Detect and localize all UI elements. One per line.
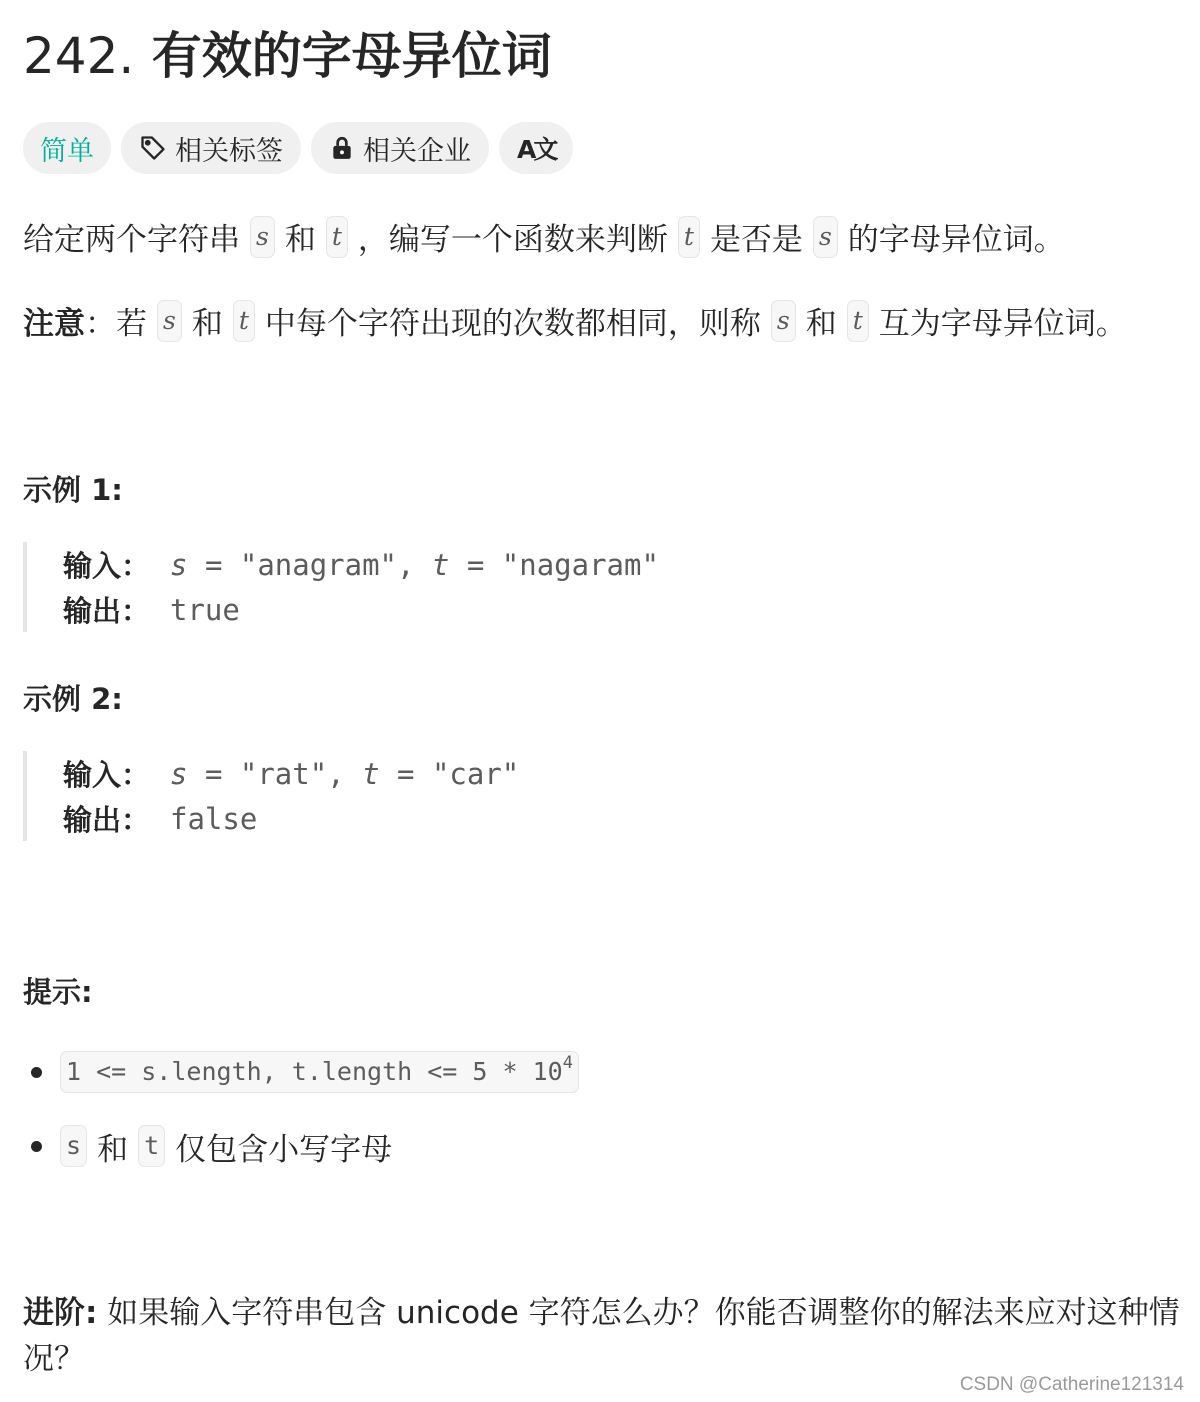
output-label: 输出： bbox=[63, 594, 151, 628]
list-item bbox=[23, 1050, 579, 1094]
description-paragraph bbox=[23, 214, 1065, 259]
translate-icon: A文 bbox=[517, 135, 556, 164]
var-t: t bbox=[362, 756, 380, 791]
description-text: 和 bbox=[284, 222, 316, 258]
watermark: CSDN @Catherine121314 bbox=[959, 1374, 1184, 1395]
input-label: 输入： bbox=[63, 758, 151, 792]
note-text: 互为字母异位词。 bbox=[878, 306, 1127, 342]
inline-code-t: t bbox=[233, 300, 255, 342]
inline-code-t: t bbox=[678, 216, 700, 258]
description-text: ，编写一个函数来判断 bbox=[357, 222, 668, 258]
inline-code-t: t bbox=[847, 300, 869, 342]
var-t: t bbox=[431, 547, 450, 582]
list-item bbox=[23, 1124, 579, 1168]
inline-code-s: s bbox=[813, 216, 838, 258]
page-title bbox=[23, 16, 552, 88]
output-value: true bbox=[170, 592, 240, 627]
inline-code-s: s bbox=[60, 1125, 87, 1167]
related-companies-label: 相关企业 bbox=[363, 135, 471, 167]
example-2-heading: 示例 2: bbox=[23, 682, 123, 716]
value-t: = "car" bbox=[379, 756, 520, 791]
note-label: 注意 bbox=[23, 306, 85, 342]
constraint-text bbox=[60, 1124, 392, 1169]
tag-icon bbox=[139, 134, 167, 162]
description-text: 是否是 bbox=[709, 222, 803, 258]
example-1-block bbox=[23, 542, 659, 632]
description-text: 给定两个字符串 bbox=[23, 222, 240, 258]
example-output bbox=[63, 587, 659, 632]
note-text: 中每个字符出现的次数都相同，则称 bbox=[264, 306, 761, 342]
var-s: s bbox=[170, 756, 188, 791]
lock-icon bbox=[329, 134, 355, 162]
related-companies-button[interactable] bbox=[311, 122, 489, 174]
problem-title: 有效的字母异位词 bbox=[151, 27, 552, 85]
note-paragraph bbox=[23, 298, 1127, 343]
value-s: = "rat", bbox=[187, 756, 363, 791]
follow-up-paragraph bbox=[23, 1290, 1183, 1382]
input-label: 输入： bbox=[63, 549, 151, 583]
description-text: 的字母异位词。 bbox=[847, 222, 1065, 258]
hint-text: 和 bbox=[97, 1131, 129, 1168]
difficulty-badge[interactable]: 简单 bbox=[23, 122, 111, 174]
related-tags-label: 相关标签 bbox=[175, 135, 283, 167]
note-text: 和 bbox=[191, 306, 223, 342]
problem-number: 242. bbox=[23, 27, 135, 85]
value-s: = "anagram", bbox=[187, 547, 432, 582]
value-t: = "nagaram" bbox=[449, 547, 659, 582]
inline-code-s: s bbox=[250, 216, 275, 258]
example-input bbox=[63, 542, 659, 587]
note-text: ：若 bbox=[85, 306, 147, 342]
inline-code-s: s bbox=[771, 300, 796, 342]
inline-code-t: t bbox=[326, 216, 348, 258]
inline-code-t: t bbox=[138, 1125, 165, 1167]
output-value: false bbox=[170, 801, 258, 836]
hints-list bbox=[23, 1050, 579, 1168]
tag-bar bbox=[23, 122, 573, 174]
example-input bbox=[63, 751, 519, 796]
example-2-block bbox=[23, 751, 519, 841]
hints-heading: 提示: bbox=[23, 975, 93, 1009]
note-text: 和 bbox=[805, 306, 837, 342]
example-output bbox=[63, 796, 519, 841]
related-tags-button[interactable] bbox=[121, 122, 301, 174]
hint-text: 仅包含小写字母 bbox=[175, 1131, 393, 1168]
follow-up-label: 进阶: bbox=[23, 1295, 98, 1331]
inline-code-s: s bbox=[157, 300, 182, 342]
example-1-heading: 示例 1: bbox=[23, 473, 123, 507]
follow-up-text: 如果输入字符串包含 unicode 字符怎么办？你能否调整你的解法来应对这种情况？ bbox=[23, 1295, 1180, 1377]
translate-button[interactable] bbox=[499, 122, 573, 174]
constraint-code: 1 <= s.length, t.length <= $5 * 10^4$ bbox=[60, 1051, 579, 1093]
var-s: s bbox=[170, 547, 188, 582]
output-label: 输出： bbox=[63, 803, 151, 837]
